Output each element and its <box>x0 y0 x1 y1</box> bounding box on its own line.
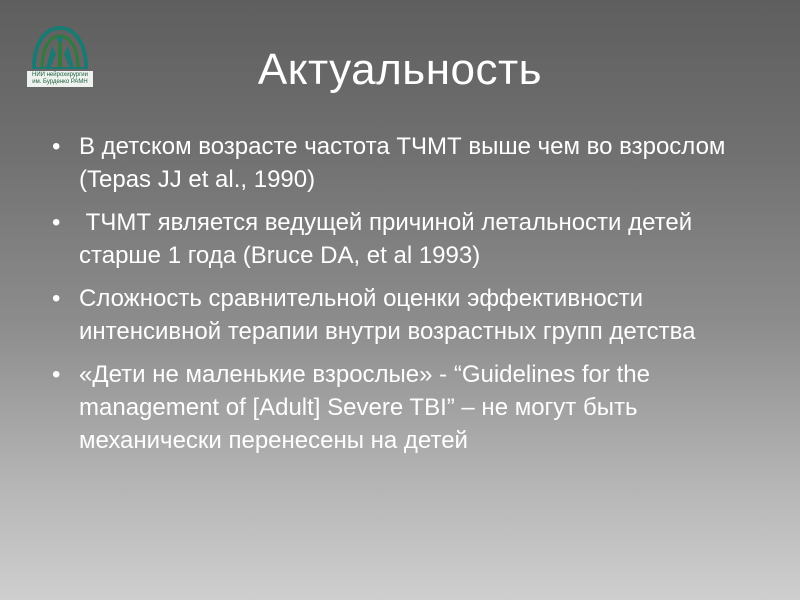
bullet-dot-icon: • <box>52 209 61 236</box>
bullet-dot-icon: • <box>52 285 61 312</box>
bullet-text: Сложность сравнительной оценки эффективности интенсивной терапии внутри возрастных групп детства <box>79 285 696 345</box>
bullet-dot-icon: • <box>52 361 61 388</box>
logo-caption-line2: им. Бурденко РАМН <box>32 79 88 85</box>
bullet-text: «Дети не маленькие взрослые» - “Guidelines for the management of [Adult] Severe TBI” – не могут быть механически перенесены на детей <box>79 361 650 454</box>
bullet-item <box>52 282 752 348</box>
bullet-dot-icon: • <box>52 133 61 160</box>
logo-caption-line1: НИИ нейрохирургии <box>31 72 88 78</box>
bullet-text: В детском возрасте частота ТЧМТ выше чем во взрослом (Tepas JJ et al., 1990) <box>79 133 726 193</box>
slide-title: Актуальность <box>257 45 543 94</box>
bullet-item <box>52 358 752 457</box>
bullet-list <box>52 130 752 467</box>
bullet-text: ТЧМТ является ведущей причиной летальности детей старше 1 года (Bruce DA, et al 1993) <box>79 209 699 269</box>
bullet-item <box>52 130 752 196</box>
bullet-item <box>52 206 752 272</box>
